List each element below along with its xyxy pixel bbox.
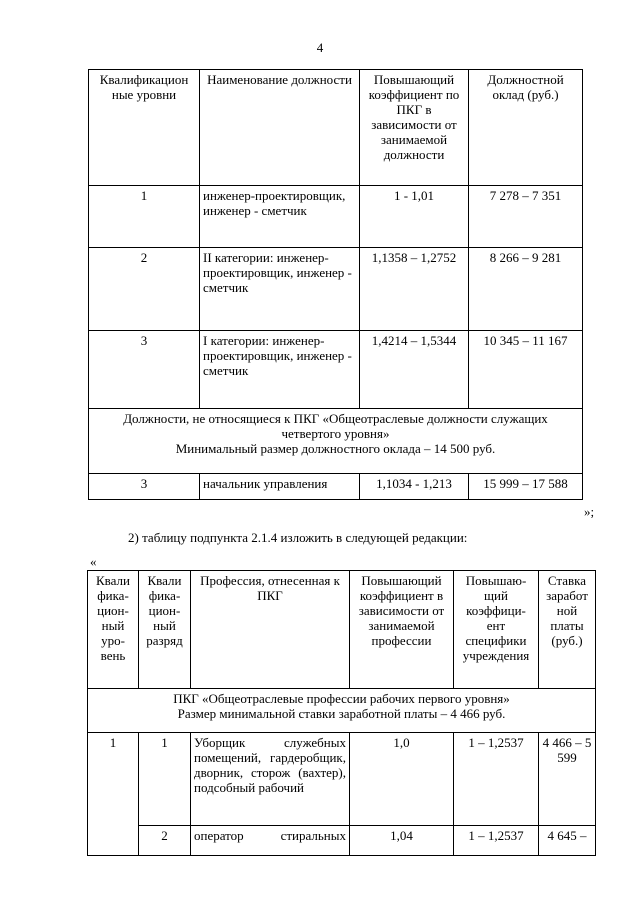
level-cell: 3	[89, 331, 200, 409]
page-number: 4	[316, 40, 324, 55]
table-row	[89, 331, 583, 409]
opening-quote: «	[90, 554, 97, 569]
rank-cell: 1	[139, 733, 191, 826]
table-header-row	[88, 571, 596, 689]
coef-cell: 1,1034 - 1,213	[360, 474, 469, 500]
table-row	[88, 733, 596, 826]
header-rank: Квали фика- цион- ный разряд	[139, 571, 191, 689]
header-profession: Профессия, отнесенная к ПКГ	[191, 571, 350, 689]
table-row	[89, 248, 583, 331]
profession-cell: оператор стиральных	[191, 826, 350, 856]
header-level: Квали фика- цион- ный уро- вень	[88, 571, 139, 689]
group-heading-line1: Должности, не относящиеся к ПКГ «Общеотраслевые должности служащих четвертого уровня»	[123, 411, 548, 441]
group-row	[88, 689, 596, 733]
spec-coef-cell: 1 – 1,2537	[454, 826, 539, 856]
level-cell: 1	[88, 733, 139, 856]
table-row	[89, 186, 583, 248]
coef-cell: 1,4214 – 1,5344	[360, 331, 469, 409]
level-cell: 1	[89, 186, 200, 248]
intro-paragraph: 2) таблицу подпункта 2.1.4 изложить в следующей редакции:	[128, 530, 468, 545]
coef-cell: 1,04	[350, 826, 454, 856]
header-coefficient: Повышающий коэффициент по ПКГ в зависимости от занимаемой должности	[360, 70, 469, 186]
qualification-table-2	[87, 570, 596, 856]
header-coefficient: Повышающий коэффициент в зависимости от занимаемой профессии	[350, 571, 454, 689]
position-cell: начальник управления	[200, 474, 360, 500]
rate-cell: 4 466 – 5 599	[539, 733, 596, 826]
header-position-name: Наименование должности	[200, 70, 360, 186]
closing-quote: »;	[584, 504, 595, 519]
table-row	[89, 474, 583, 500]
spec-coef-cell: 1 – 1,2537	[454, 733, 539, 826]
group-heading-line2: Минимальный размер должностного оклада – 14 500 руб.	[175, 441, 496, 456]
salary-cell: 8 266 – 9 281	[469, 248, 583, 331]
header-salary: Должностной оклад (руб.)	[469, 70, 583, 186]
header-specific-coefficient: Повышаю- щий коэффици- ент специфики учреждения	[454, 571, 539, 689]
group-heading	[88, 689, 596, 733]
salary-cell: 7 278 – 7 351	[469, 186, 583, 248]
header-rate: Ставка заработ ной платы (руб.)	[539, 571, 596, 689]
coef-cell: 1,1358 – 1,2752	[360, 248, 469, 331]
table-header-row	[89, 70, 583, 186]
group-row	[89, 409, 583, 474]
level-cell: 2	[89, 248, 200, 331]
group-heading-line2: Размер минимальной ставки заработной платы – 4 466 руб.	[177, 706, 506, 721]
table-row	[88, 826, 596, 856]
qualification-table-1	[88, 69, 583, 500]
rate-cell: 4 645 –	[539, 826, 596, 856]
salary-cell: 15 999 – 17 588	[469, 474, 583, 500]
group-heading	[89, 409, 583, 474]
group-heading-line1: ПКГ «Общеотраслевые профессии рабочих первого уровня»	[173, 691, 510, 706]
position-cell: II категории: инженер-проектировщик, инженер - сметчик	[200, 248, 360, 331]
level-cell: 3	[89, 474, 200, 500]
rank-cell: 2	[139, 826, 191, 856]
position-cell: I категории: инженер-проектировщик, инженер - сметчик	[200, 331, 360, 409]
header-levels: Квалификацион ные уровни	[89, 70, 200, 186]
salary-cell: 10 345 – 11 167	[469, 331, 583, 409]
position-cell: инженер-проектировщик, инженер - сметчик	[200, 186, 360, 248]
coef-cell: 1,0	[350, 733, 454, 826]
profession-cell: Уборщик служебных помещений, гардеробщик, дворник, сторож (вахтер), подсобный рабочий	[191, 733, 350, 826]
coef-cell: 1 - 1,01	[360, 186, 469, 248]
